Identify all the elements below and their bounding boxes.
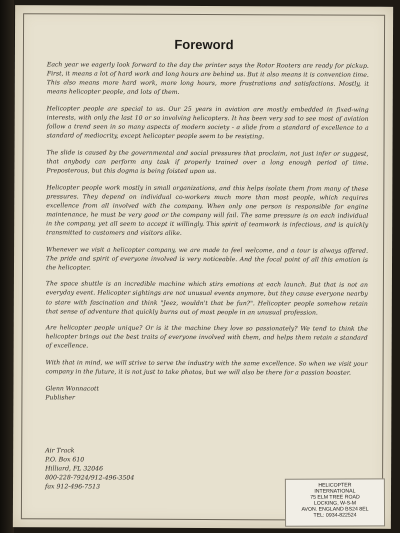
document-page (13, 5, 393, 529)
background-edge (0, 0, 14, 533)
publisher-address (45, 447, 134, 492)
page-title: Foreword (174, 36, 234, 53)
signature-role: Publisher (45, 394, 76, 402)
paragraph: Helicopter people are special to us. Our 25 years in aviation are mostly embedded in fixed-wing interests, with only the last 10 or so involving helicopters. It has been very sad to see most of aviation follow a trend seen in so many aspects of modern society - a slide from a standard of excellence to a standard of mediocrity, except helicopter people seem to be resisting. (46, 105, 369, 141)
stamp-line: HELICOPTER (318, 482, 352, 489)
paragraph: Are helicopter people unique? Or is it the machine they love so passionately? We tend to think the helicopter brings out the best traits of everyone involved with them, and helps them retain a standard of excellence. (45, 324, 368, 350)
address-line: Hilliard, FL 32046 (45, 465, 104, 473)
address-line: fax 912-496-7513 (45, 482, 101, 491)
ownership-stamp (285, 478, 385, 526)
paragraph: Helicopter people work mostly in small organizations, and this helps isolate them from many of these pressures. They depend on individual co-workers much more than most people, which requires excellence from all involved with the company. When only one person is responsible for engine maintenance, he must be very good or the company will fail. The same pressure is on each individual in the company, yet all seem to accept it willingly. This spirit of teamwork is infectious, and is quickly transmitted to customers and visitors alike. (46, 183, 369, 237)
stamp-line: INTERNATIONAL (314, 488, 356, 495)
paragraph: Each year we eagerly look forward to the day the printer says the Rotor Rooters are ready for pickup. First, it means a lot of hard work and long hours are behind us. But it also means it is convention time. This also means more hard work, more long hours, more frustrations and satisfactions. Mostly, it means helicopter people, and lots of them. (46, 61, 369, 97)
stamp-line: LOCKING, W-S-M (313, 500, 357, 507)
paragraph: Whenever we visit a helicopter company, we are made to feel welcome, and a tour is always offered. The pride and spirit of everyone involved is very noticeable. And the focal point of all this emotion is the helicopter. (45, 245, 369, 272)
stamp-line: AVON. ENGLAND BS24 8EL (301, 506, 369, 514)
paragraph: The space shuttle is an incredible machine which stirs emotions at each launch. But that is not an everyday event. Helicopter sightings are not unusual events anymore, but they cause everyone nearby to stare with fascination and think "Jeez, wouldn't that be fun?". Helicopter people somehow retain that sense of adventure that quickly burns out of most people in an unusual profession. (45, 280, 368, 317)
paragraph: The slide is caused by the governmental and social pressures that proclaim, not just infer or suggest, that anybody can perform any task if properly trained over a long enough period of time. Preposterous, but this dogma is being foisted upon us. (46, 149, 369, 175)
paragraph: With that in mind, we will strive to serve the industry with the same excellence. So when we visit your company in the future, it is not just to take photos, but we will also be there for a passion booster. (45, 359, 368, 377)
address-line: Air Track (45, 447, 75, 455)
signature-name: Glenn Wonnacott (45, 385, 99, 393)
address-line: P.O. Box 610 (45, 456, 85, 464)
stamp-line: TEL: 0934-822524 (313, 512, 357, 520)
signature-block (45, 384, 367, 403)
address-line: 800-228-7924/912-496-3504 (45, 474, 135, 482)
stamp-line: 75 ELM TREE ROAD (310, 494, 360, 501)
foreword-body (45, 60, 368, 403)
